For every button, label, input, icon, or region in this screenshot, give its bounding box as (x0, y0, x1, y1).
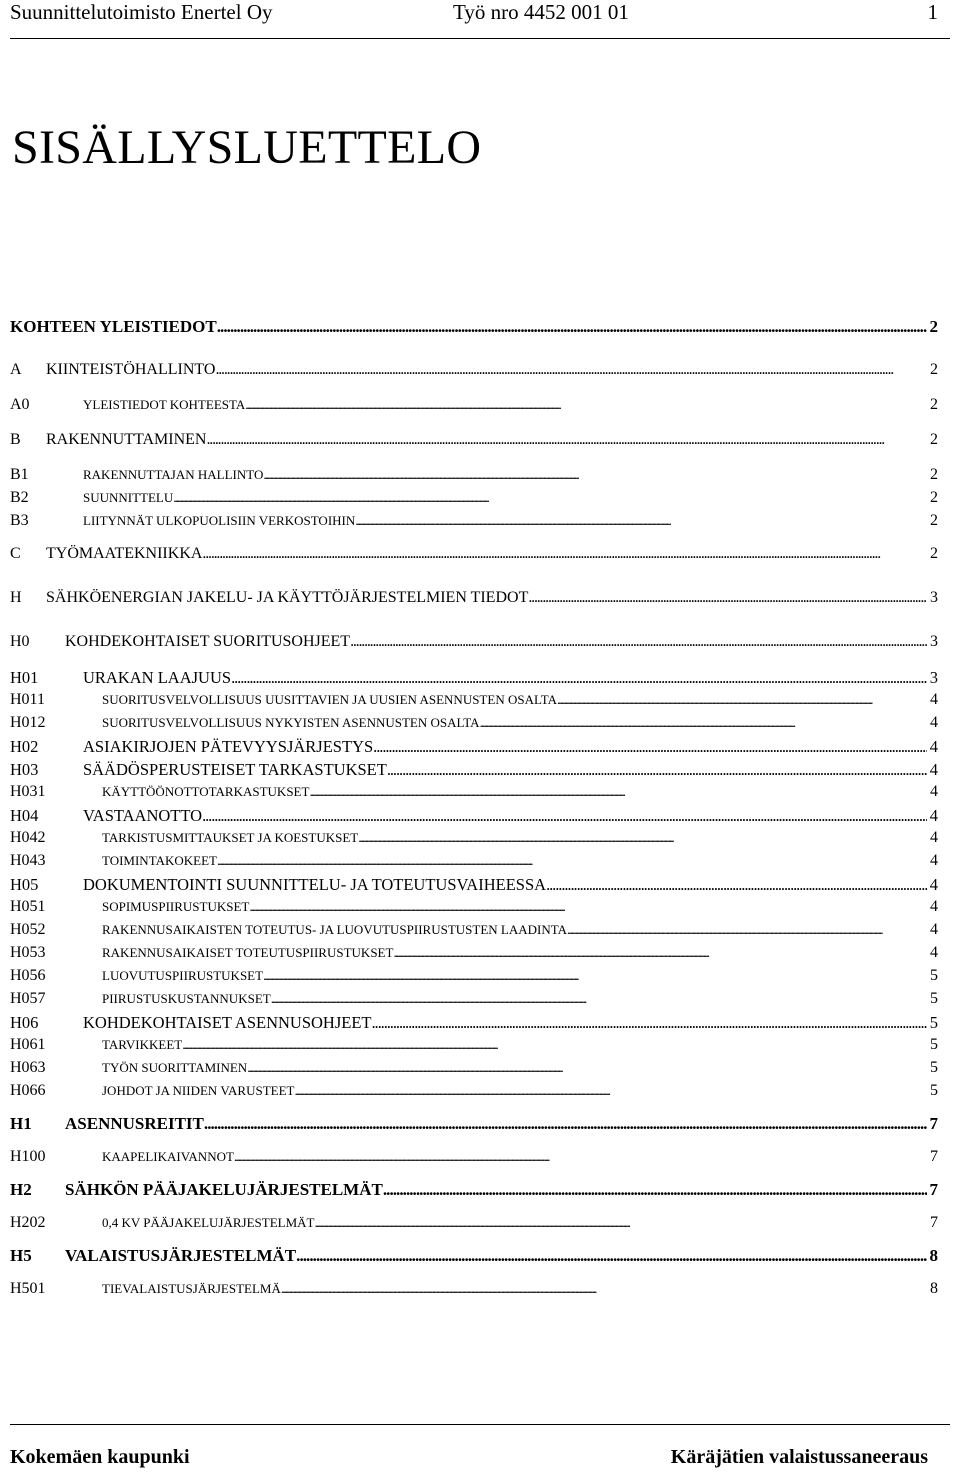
toc-entry-page: 5 (930, 990, 938, 1007)
toc-entry[interactable] (10, 967, 938, 989)
toc-entry-page: 4 (929, 760, 938, 779)
toc-entry-page: 2 (930, 512, 938, 529)
toc-entry-title: SÄÄDÖSPERUSTEISET TARKASTUKSET (83, 760, 387, 779)
footer-project: Käräjätien valaistussaneeraus (670, 1446, 928, 1468)
toc-entry[interactable] (10, 875, 938, 897)
toc-entry-code: H2 (10, 1180, 32, 1199)
toc-dot-leader (217, 317, 927, 337)
toc-entry-code: H051 (10, 898, 46, 915)
toc-entry[interactable] (10, 1036, 938, 1058)
toc-entry[interactable] (10, 737, 938, 759)
toc-dot-leader (373, 737, 927, 757)
toc-entry-page: 8 (929, 1246, 938, 1265)
toc-dot-leader (383, 1180, 927, 1200)
toc-entry-title: TOIMINTAKOKEET (102, 853, 217, 868)
toc-dot-leader (249, 899, 927, 915)
toc-entry-page: 2 (930, 466, 938, 483)
toc-entry-code: H012 (10, 714, 46, 731)
toc-dot-leader (173, 490, 927, 506)
toc-entry-page: 3 (930, 633, 938, 650)
toc-entry-code: H066 (10, 1082, 46, 1099)
toc-entry-title: SÄHKÖENERGIAN JAKELU- JA KÄYTTÖJÄRJESTELMIEN TIEDOT (46, 589, 529, 606)
toc-entry-page: 7 (929, 1180, 938, 1199)
toc-dot-leader (263, 968, 927, 984)
toc-entry[interactable] (10, 589, 938, 611)
toc-entry[interactable] (10, 1180, 938, 1202)
toc-dot-leader (393, 945, 927, 961)
toc-entry-page: 4 (929, 806, 938, 825)
toc-entry-code: H061 (10, 1036, 46, 1053)
toc-entry-page: 2 (930, 489, 938, 506)
toc-entry-title: RAKENNUTTAJAN HALLINTO (83, 467, 264, 482)
toc-entry-page: 7 (930, 1148, 938, 1165)
toc-entry[interactable] (10, 1214, 938, 1236)
toc-dot-leader (350, 633, 927, 651)
toc-entry[interactable] (10, 633, 938, 655)
toc-entry-title: KOHDEKOHTAISET ASENNUSOHJEET (83, 1013, 372, 1032)
toc-entry-code: H202 (10, 1214, 46, 1231)
toc-dot-leader (204, 1114, 927, 1134)
toc-entry[interactable] (10, 783, 938, 805)
header-work-number: Työ nro 4452 001 01 (453, 0, 629, 24)
toc-dot-leader (567, 922, 927, 938)
toc-entry[interactable] (10, 852, 938, 874)
toc-entry-code: H06 (10, 1013, 39, 1032)
toc-dot-leader (314, 1215, 927, 1231)
toc-entry-title: ASENNUSREITIT (65, 1114, 204, 1133)
toc-entry[interactable] (10, 1082, 938, 1104)
toc-entry-code: H01 (10, 668, 39, 687)
toc-entry-page: 5 (930, 1082, 938, 1099)
toc-dot-leader (358, 830, 927, 846)
toc-entry-code: A0 (10, 396, 30, 413)
toc-entry-code: B1 (10, 466, 29, 483)
toc-entry-title: SUUNNITTELU (83, 490, 174, 505)
toc-entry-title: SUORITUSVELVOLLISUUS NYKYISTEN ASENNUSTEN OSALTA (102, 715, 480, 730)
toc-entry-code: H031 (10, 783, 46, 800)
toc-dot-leader (546, 875, 927, 895)
toc-entry-title: SÄHKÖN PÄÄJAKELUJÄRJESTELMÄT (65, 1180, 383, 1199)
toc-entry-page: 5 (930, 1059, 938, 1076)
toc-entry[interactable] (10, 806, 938, 828)
toc-entry-page: 5 (930, 967, 938, 984)
toc-entry-page: 4 (930, 691, 938, 708)
document-title: SISÄLLYSLUETTELO (12, 121, 482, 174)
toc-entry-page: 5 (929, 1013, 938, 1032)
toc-entry[interactable] (10, 1280, 938, 1302)
toc-entry-title: PIIRUSTUSKUSTANNUKSET (102, 991, 271, 1006)
toc-entry-title: URAKAN LAAJUUS (83, 668, 232, 687)
toc-dot-leader (294, 1083, 927, 1099)
toc-entry[interactable] (10, 829, 938, 851)
toc-entry[interactable] (10, 760, 938, 782)
toc-entry[interactable] (10, 898, 938, 920)
toc-entry-code: H501 (10, 1280, 46, 1297)
toc-entry-code: H1 (10, 1114, 32, 1133)
toc-dot-leader (247, 1060, 927, 1076)
toc-entry-code: H043 (10, 852, 46, 869)
toc-entry-page: 4 (929, 875, 938, 894)
toc-entry-page: 3 (930, 589, 938, 606)
toc-dot-leader (372, 1013, 927, 1033)
toc-entry[interactable] (10, 1148, 938, 1170)
toc-dot-leader (528, 589, 927, 607)
toc-entry-page: 2 (929, 317, 938, 336)
toc-dot-leader (182, 1037, 927, 1053)
toc-entry[interactable] (10, 944, 938, 966)
toc-entry-code: H052 (10, 921, 46, 938)
toc-entry-page: 5 (930, 1036, 938, 1053)
toc-dot-leader (309, 784, 927, 800)
toc-entry-page: 4 (930, 714, 938, 731)
toc-entry-title: ASIAKIRJOJEN PÄTEVYYSJÄRJESTYS (83, 737, 374, 756)
toc-entry-code: C (10, 545, 21, 562)
toc-entry-title: TYÖMAATEKNIIKKA (46, 545, 203, 562)
toc-entry[interactable] (10, 466, 938, 488)
toc-entry-code: B3 (10, 512, 29, 529)
toc-dot-leader (234, 1149, 927, 1165)
toc-entry-page: 4 (930, 921, 938, 938)
toc-entry-code: H04 (10, 806, 39, 825)
toc-entry-title: LUOVUTUSPIIRUSTUKSET (102, 968, 264, 983)
footer-client: Kokemäen kaupunki (10, 1446, 190, 1468)
toc-dot-leader (245, 397, 927, 413)
toc-entry-code: H053 (10, 944, 46, 961)
toc-entry-code: H0 (10, 633, 30, 650)
toc-dot-leader (480, 715, 927, 731)
toc-entry-code: H5 (10, 1246, 32, 1265)
toc-entry-title: SUORITUSVELVOLLISUUS UUSITTAVIEN JA UUSIEN ASENNUSTEN OSALTA (102, 692, 557, 707)
toc-entry-code: H057 (10, 990, 46, 1007)
toc-entry-page: 2 (930, 396, 938, 413)
toc-dot-leader (215, 361, 927, 379)
toc-entry-page: 7 (929, 1114, 938, 1133)
toc-entry-code: H (10, 589, 22, 606)
toc-dot-leader (206, 431, 927, 449)
toc-entry-title: YLEISTIEDOT KOHTEESTA (83, 397, 246, 412)
toc-entry[interactable] (10, 1246, 938, 1268)
toc-entry-page: 4 (930, 852, 938, 869)
toc-entry-code: A (10, 361, 22, 378)
toc-entry-title: RAKENNUSAIKAISET TOTEUTUSPIIRUSTUKSET (102, 945, 394, 960)
toc-dot-leader (355, 513, 927, 529)
toc-entry-page: 2 (930, 545, 938, 562)
toc-entry-page: 4 (930, 829, 938, 846)
toc-entry-title: TIEVALAISTUSJÄRJESTELMÄ (102, 1281, 281, 1296)
toc-dot-leader (387, 760, 927, 780)
header-page-number: 1 (927, 0, 938, 24)
toc-entry-page: 8 (930, 1280, 938, 1297)
toc-dot-leader (557, 692, 927, 708)
toc-entry-page: 4 (930, 783, 938, 800)
toc-entry-page: 4 (930, 944, 938, 961)
toc-entry-code: H02 (10, 737, 39, 756)
toc-entry[interactable] (10, 990, 938, 1012)
footer-rule (10, 1424, 950, 1425)
toc-entry-code: B (10, 431, 21, 448)
toc-entry-title: KOHDEKOHTAISET SUORITUSOHJEET (65, 633, 351, 650)
toc-entry-title: DOKUMENTOINTI SUUNNITTELU- JA TOTEUTUSVAIHEESSA (83, 875, 547, 894)
toc-dot-leader (281, 1281, 927, 1297)
toc-entry[interactable] (10, 668, 938, 690)
toc-dot-leader (271, 991, 927, 1007)
toc-entry-title: TARKISTUSMITTAUKSET JA KOESTUKSET (102, 830, 359, 845)
toc-entry[interactable] (10, 431, 938, 453)
header-company: Suunnittelutoimisto Enertel Oy (10, 0, 273, 24)
toc-entry-code: H042 (10, 829, 46, 846)
toc-entry[interactable] (10, 545, 938, 567)
toc-entry-title: VASTAANOTTO (83, 806, 203, 825)
toc-entry-code: H03 (10, 760, 39, 779)
toc-entry-page: 3 (929, 668, 938, 687)
toc-entry[interactable] (10, 512, 938, 534)
toc-entry[interactable] (10, 1059, 938, 1081)
toc-entry-title: JOHDOT JA NIIDEN VARUSTEET (102, 1083, 295, 1098)
toc-entry-title: TYÖN SUORITTAMINEN (102, 1060, 248, 1075)
toc-entry[interactable] (10, 361, 938, 383)
toc-entry[interactable] (10, 714, 938, 736)
toc-dot-leader (202, 806, 927, 826)
toc-entry[interactable] (10, 489, 938, 511)
toc-entry[interactable] (10, 1013, 938, 1035)
toc-entry-page: 2 (930, 361, 938, 378)
toc-dot-leader (202, 545, 927, 563)
toc-entry[interactable] (10, 921, 938, 943)
toc-entry-title: KAAPELIKAIVANNOT (102, 1149, 234, 1164)
toc-entry-page: 4 (930, 898, 938, 915)
toc-dot-leader (263, 467, 927, 483)
toc-entry-title: SOPIMUSPIIRUSTUKSET (102, 899, 250, 914)
toc-entry-page: 4 (929, 737, 938, 756)
toc-entry-title: TARVIKKEET (102, 1037, 183, 1052)
toc-entry[interactable] (10, 1114, 938, 1136)
toc-entry-code: H05 (10, 875, 39, 894)
toc-entry[interactable] (10, 317, 938, 339)
toc-dot-leader (231, 668, 927, 688)
toc-dot-leader (217, 853, 927, 869)
toc-entry-title: KÄYTTÖÖNOTTOTARKASTUKSET (102, 784, 310, 799)
toc-entry-title: VALAISTUSJÄRJESTELMÄT (65, 1246, 297, 1265)
toc-entry-page: 7 (930, 1214, 938, 1231)
toc-entry-code: H056 (10, 967, 46, 984)
toc-entry-title: LIITYNNÄT ULKOPUOLISIIN VERKOSTOIHIN (83, 513, 356, 528)
toc-entry[interactable] (10, 691, 938, 713)
toc-entry-page: 2 (930, 431, 938, 448)
toc-entry-code: H011 (10, 691, 45, 708)
toc-entry-code: H100 (10, 1148, 46, 1165)
toc-entry-title: RAKENNUTTAMINEN (46, 431, 207, 448)
toc-entry-title: KIINTEISTÖHALLINTO (46, 361, 216, 378)
toc-entry-code: B2 (10, 489, 29, 506)
toc-entry-title: RAKENNUSAIKAISTEN TOTEUTUS- JA LUOVUTUSPIIRUSTUSTEN LAADINTA (102, 922, 568, 937)
toc-entry-title: 0,4 KV PÄÄJAKELUJÄRJESTELMÄT (102, 1215, 315, 1230)
toc-entry-code: H063 (10, 1059, 46, 1076)
toc-entry-title: KOHTEEN YLEISTIEDOT (10, 317, 217, 336)
toc-entry[interactable] (10, 396, 938, 418)
toc-dot-leader (296, 1246, 926, 1266)
